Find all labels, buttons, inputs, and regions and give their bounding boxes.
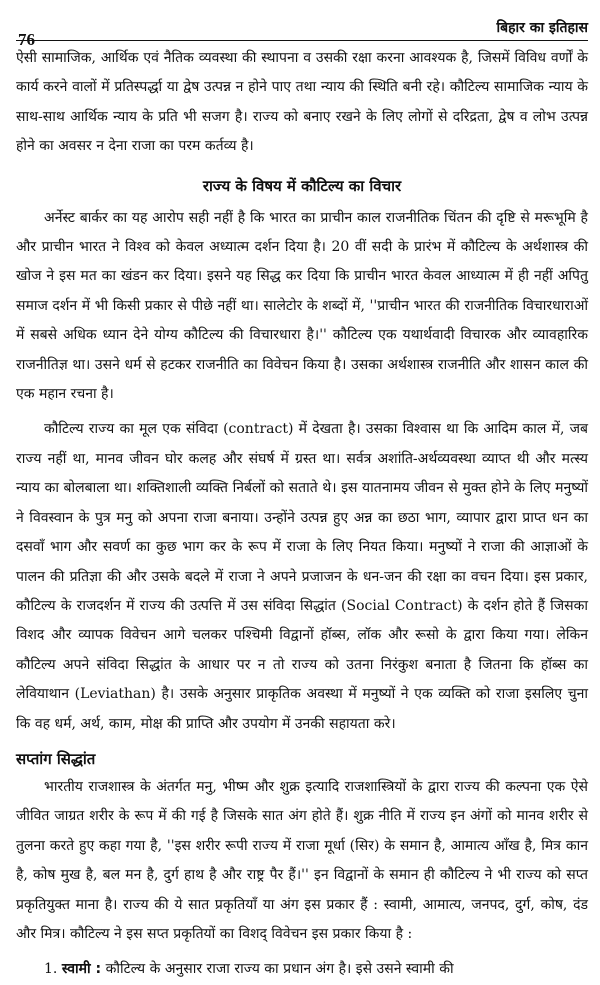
page-header	[16, 0, 588, 49]
section-heading: राज्य के विषय में कौटिल्य का विचार	[202, 176, 402, 195]
intro-paragraph: ऐसी सामाजिक, आर्थिक एवं नैतिक व्यवस्था की स्थापना व उसकी रक्षा करना आवश्यक है, जिसमें विविध वर्णों के कार्य करने वालों में प्रतिस्पर्द्धा या द्वेष उत्पन्न न होने पाए तथा न्याय की स्थिति बनी रहे। कौटिल्य सामाजिक न्याय के साथ-साथ आर्थिक न्याय के प्रति भी सजग है। राज्य को बनाए रखने के लिए लोगों से दरिद्रता, द्वेष व लोभ उत्पन्न होने का अवसर न देना राजा का परम कर्तव्य है।	[16, 50, 588, 155]
subheading-saptang: सप्तांग सिद्धांत	[16, 749, 96, 768]
list-item-text: कौटिल्य के अनुसार राजा राज्य का प्रधान अंग है। इसे उसने स्वामी की	[105, 961, 454, 978]
paragraph-barker: अर्नेस्ट बार्कर का यह आरोप सही नहीं है कि भारत का प्राचीन काल राजनीतिक चिंतन की दृष्टि से मरूभूमि है और प्राचीन भारत ने विश्व को केवल अध्यात्म दर्शन दिया है। 20 वीं सदी के प्रारंभ में कौटिल्य के अर्थशास्त्र की खोज ने इस मत का खंडन कर दिया। इसने यह सिद्ध कर दिया कि प्राचीन भारत केवल आध्यात्म में ही नहीं अपितु समाज दर्शन में भी किसी प्रकार से पीछे नहीं था। सालेटोर के शब्दों में, ''प्राचीन भारत की राजनीतिक विचारधाराओं में सबसे अधिक ध्यान देने योग्य कौटिल्य की विचारधारा है।'' कौटिल्य एक यथार्थवादी विचारक और व्यावहारिक राजनीतिज्ञ था। उसने धर्म से हटकर राजनीति का विवेचन किया है। उसका अर्थशास्त्र राजनीति और शासन काल की एक महान रचना है।	[16, 209, 588, 403]
paragraph-contract: कौटिल्य राज्य का मूल एक संविदा (contract) में देखता है। उसका विश्वास था कि आदिम काल में, जब राज्य नहीं था, मानव जीवन घोर कलह और संघर्ष में ग्रस्त था। सर्वत्र अशांति-अर्थव्यवस्था व्याप्त थी और मत्स्य न्याय का बोलबाला था। शक्तिशाली व्यक्ति निर्बलों को सताते थे। इस यातनामय जीवन से मुक्त होने के लिए मनुष्यों ने विवस्वान के पुत्र मनु को अपना राजा बनाया। उन्होंने उत्पन्न हुए अन्न का छठा भाग, व्यापार द्वारा प्राप्त धन का दसवाँ भाग और सवर्ण का कुछ भाग कर के रूप में राजा के लिए नियत किया। मनुष्यों ने राजा की आज्ञाओं के पालन की प्रतिज्ञा की और उसके बदले में राजा ने अपने प्रजाजन के धन-जन की रक्षा का वचन दिया। इस प्रकार, कौटिल्य के राजदर्शन में राज्य की उत्पत्ति में उस संविदा सिद्धांत (Social Contract) के दर्शन होते हैं जिसका विशद और व्यापक विवेचन आगे चलकर पश्चिमी विद्वानों हॉब्स, लॉक और रूसो के द्वारा किया गया। लेकिन कौटिल्य अपने संविदा सिद्धांत के आधार पर न तो राज्य को उतना निरंकुश बनाता है जितना कि हॉब्स का लेवियाथान (Leviathan) है। उसके अनुसार प्राकृतिक अवस्था में मनुष्यों ने एक व्यक्ति को राजा इसलिए चुना कि वह धर्म, अर्थ, काम, मोक्ष की प्राप्ति और उपयोग में उनकी सहायता करे।	[16, 421, 588, 732]
list-item-number: 1.	[44, 961, 58, 978]
header-rule	[16, 40, 588, 41]
list-item-term: स्वामी :	[61, 961, 102, 978]
list-item-swami	[16, 955, 588, 984]
page-number: 76	[18, 30, 35, 49]
running-head: बिहार का इतिहास	[496, 20, 588, 36]
paragraph-saptang: भारतीय राजशास्त्र के अंतर्गत मनु, भीष्म और शुक्र इत्यादि राजशास्त्रियों के द्वारा राज्य की कल्पना एक ऐसे जीवित जाग्रत शरीर के रूप में की गई है जिसके सात अंग होते हैं। शुक्र नीति में राज्य इन अंगों को मानव शरीर से तुलना करते हुए कहा गया है, ''इस शरीर रूपी राज्य में राजा मूर्धा (सिर) के समान है, आमात्य आँख है, मित्र कान है, कोष मुख है, बल मन है, दुर्ग हाथ है और राष्ट्र पैर हैं।'' इन विद्वानों के समान ही कौटिल्य ने भी राज्य को सप्त प्रकृतियुक्त माना है। राज्य की ये सात प्रकृतियाँ या अंग इस प्रकार हैं : स्वामी, आमात्य, जनपद, दुर्ग, कोष, दंड और मित्र। कौटिल्य ने इस सप्त प्रकृतियों का विशद् विवेचन इस प्रकार किया है :	[16, 778, 588, 942]
